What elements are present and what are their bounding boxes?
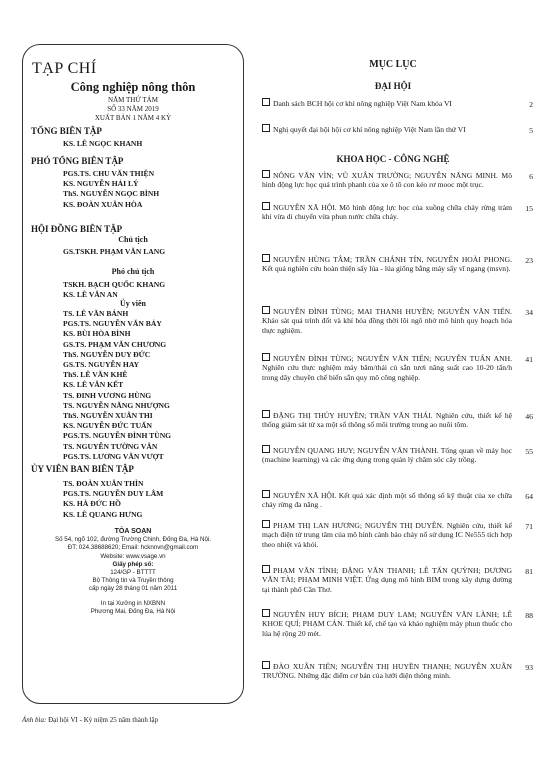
pub-frequency: XUẤT BẢN 1 NĂM 4 KỲ [94, 114, 172, 122]
member-name: KS. NGUYỄN ĐỨC TUẤN [63, 421, 153, 431]
toc-entry[interactable] [262, 170, 512, 190]
printer-address: Phương Mai, Đống Đa, Hà Nội [90, 607, 176, 615]
toc-page-number: 93 [525, 663, 533, 672]
toc-page-number: 23 [525, 256, 533, 265]
checkbox-icon [262, 202, 270, 210]
member-name: TS. NGUYỄN NĂNG NHƯỢNG [63, 400, 170, 410]
member-name: ThS. NGUYỄN XUÂN THI [63, 411, 153, 421]
office-heading: TÒA SOẠN [114, 528, 152, 535]
member-name: TS. LÊ VĂN BÁNH [63, 309, 129, 318]
vice-label: Phó chủ tịch [111, 267, 155, 276]
member-name: PGS.TS. LƯƠNG VĂN VƯỢT [63, 451, 164, 461]
toc-page-number: 46 [525, 412, 533, 421]
checkbox-icon [262, 170, 270, 178]
toc-entry-text: ĐÀO XUÂN TIẾN; NGUYỄN THỊ HUYỀN THANH; NGUYỄN XUÂN TRƯỜNG. Những đặc điểm cơ bản của lưới điện thông minh. [262, 662, 512, 681]
member-name: TS. ĐINH VƯƠNG HÙNG [63, 390, 152, 400]
toc-entry-text: NGUYỄN QUANG HUY; NGUYỄN VĂN THÀNH. Tổng quan về máy học (machine learning) và các ứng dụng trong quản lý chăm sóc cây trồng. [262, 446, 512, 465]
toc-entry-text: PHẠM THỊ LAN HƯƠNG; NGUYỄN THỊ DUYÊN. Nghiên cứu, thiết kế mạch điện tử trung tâm của mô hình cảnh báo cháy nổ sử dụng IC Ne555 tích hợp theo nhiệt và khói. [262, 521, 512, 549]
member-name: TS. NGUYỄN TƯỜNG VÂN [63, 441, 158, 451]
pub-issue: SỐ 33 NĂM 2019 [107, 105, 159, 113]
cover-label: Ảnh bìa: [22, 716, 47, 724]
checkbox-icon [262, 609, 270, 617]
toc-entry-text: NÔNG VĂN VÌN; VŨ XUÂN TRƯỜNG; NGUYỄN NĂNG MINH. Mô hình động lực học quá trình phanh của xe ô tô con kéo rơ mooc một trục. [262, 171, 512, 190]
board-list [63, 479, 163, 520]
checkbox-icon [262, 490, 270, 498]
member-name: KS. BÙI HÒA BÌNH [63, 329, 131, 339]
license-date: cấp ngày 28 tháng 01 năm 2011 [88, 585, 178, 593]
toc-entry[interactable] [262, 520, 512, 549]
license-heading: Giấy phép số: [112, 560, 154, 568]
deputy-name: KS. ĐOÀN XUÂN HÒA [63, 199, 143, 209]
checkbox-icon [262, 565, 270, 573]
member-list [63, 309, 171, 462]
toc-page-number: 5 [529, 126, 533, 135]
publication-info [22, 96, 244, 123]
editor-name: KS. LÊ NGỌC KHANH [63, 139, 143, 148]
cover-text: Đại hội VI - Kỷ niệm 25 năm thành lập [48, 716, 159, 724]
vice-name: KS. LÊ VĂN AN [63, 290, 118, 300]
toc-entry[interactable] [262, 306, 512, 335]
toc-entry-text: NGUYỄN ĐÌNH TÙNG; MAI THANH HUYỀN; NGUYỄN VĂN TIẾN. Khảo sát quá trình đốt và khí hóa đồng thời lõi ngô nhờ mô hình quy hoạch hóa thực nghiệm. [262, 307, 512, 335]
member-name: PGS.TS. NGUYỄN VĂN BẢY [63, 319, 162, 329]
license-issuer: Bộ Thông tin và Truyền thông [92, 577, 174, 585]
vice-name: TSKH. BẠCH QUỐC KHANG [63, 280, 166, 289]
toc-page-number: 55 [525, 447, 533, 456]
toc-page-number: 34 [525, 308, 533, 317]
toc-page-number: 64 [525, 492, 533, 501]
office-address: Số 54, ngõ 102, đường Trường Chinh, Đống Đa, Hà Nội. [54, 536, 212, 544]
toc-entry-text: NGUYỄN ĐÌNH TÙNG; NGUYỄN VĂN TIẾN; NGUYỄN TUẤN ANH. Nghiên cứu thực nghiệm máy băm/thái củ sắn tươi năng suất cao 10-20 tấn/h trong dây chuyền chế biến sắn quy mô công nghiệp. [262, 354, 512, 382]
toc-page-number: 41 [525, 355, 533, 364]
deputy-name: PGS.TS. CHU VĂN THIỆN [63, 169, 155, 178]
toc-entry[interactable] [262, 353, 512, 382]
toc-page-number: 6 [529, 172, 533, 181]
toc-entry-text: ĐẶNG THỊ THÚY HUYỀN; TRẦN VĂN THÁI. Nghiên cứu, thiết kế hệ thống giám sát từ xa một số thông số môi trường trong ao nuôi tôm. [262, 411, 512, 430]
member-name: ThS. NGUYỄN DUY ĐỨC [63, 349, 151, 359]
council-heading: HỘI ĐỒNG BIÊN TẬP [31, 224, 123, 234]
office-website: Website: www.vsage.vn [100, 552, 166, 560]
vice-list [63, 280, 165, 300]
board-name: KS. HÀ ĐỨC HỒ [63, 499, 121, 509]
checkbox-icon [262, 98, 270, 106]
toc-page-number: 81 [525, 567, 533, 576]
toc-page-number: 15 [525, 204, 533, 213]
office-block [22, 528, 244, 616]
magazine-name: Công nghiệp nông thôn [70, 80, 196, 94]
pub-year: NĂM THỨ TÁM [108, 96, 158, 104]
toc-entry-text: NGUYỄN XÃ HỘI. Mô hình động lực học của xuồng chữa cháy rừng tràm khi vừa di chuyển vừa phun nước chữa cháy. [262, 203, 512, 222]
toc-entry-text: NGUYỄN HÙNG TÂM; TRẦN CHÁNH TÍN, NGUYỄN HOÀI PHONG. Kết quả nghiên cứu hoàn thiện sấy lúa - lúa giống bằng máy sấy vĩ ngang (msvn). [262, 255, 512, 274]
toc-entry[interactable] [262, 445, 512, 465]
checkbox-icon [262, 661, 270, 669]
deputy-name: ThS. NGUYỄN NGỌC BÌNH [63, 189, 160, 199]
toc-entry[interactable] [262, 609, 512, 638]
board-heading: ỦY VIÊN BAN BIÊN TẬP [31, 464, 134, 474]
license-number: 124/GP - BTTTT [110, 569, 156, 577]
toc-entry-text: NGUYỄN HUY BÍCH; PHẠM DUY LAM; NGUYỄN VĂN LÀNH; LÊ KHOE QUÍ; PHẠM CẢN. Thiết kế, chế tạo và khảo nghiệm máy phun thuốc cho lúa hệ rộng 20 mét. [262, 610, 512, 638]
board-name: KS. LÊ QUANG HƯNG [63, 509, 143, 519]
member-name: KS. LÊ VĂN KẾT [63, 380, 124, 390]
toc-title: MỤC LỤC [369, 59, 417, 70]
checkbox-icon [262, 254, 270, 262]
checkbox-icon [262, 353, 270, 361]
checkbox-icon [262, 410, 270, 418]
toc-entry[interactable] [262, 124, 512, 134]
toc-page-number: 71 [525, 522, 533, 531]
toc-entry[interactable] [262, 254, 512, 274]
deputy-name: KS. NGUYỄN HẢI LÝ [63, 179, 139, 189]
office-contact: ĐT: 024.38688620; Email: hcknnvn@gmail.com [67, 544, 199, 552]
board-name: PGS.TS. NGUYỄN DUY LÂM [63, 489, 164, 499]
board-name: TS. ĐOÀN XUÂN THÌN [63, 479, 144, 488]
member-name: PGS.TS. NGUYỄN ĐÌNH TÙNG [63, 431, 172, 441]
toc-entry-text: PHẠM VĂN TÌNH; ĐẶNG VĂN THANH; LÊ TẤN QUỲNH; DƯƠNG VĂN TÀI; PHẠM MINH VIỆT. Ứng dụng mô hình BIM trong xây dựng đường tại thành phố Cần Thơ. [262, 566, 512, 594]
toc-entry-text: NGUYỄN XÃ HỘI. Kết quả xác định một số thông số kỹ thuật của xe chữa cháy rừng đa năng . [262, 491, 512, 510]
toc-entry[interactable] [262, 490, 512, 510]
printer-line: In tại Xưởng in NXBNN [100, 599, 166, 607]
deputy-heading: PHÓ TỔNG BIÊN TẬP [31, 156, 124, 166]
checkbox-icon [262, 520, 270, 528]
chair-label: Chủ tịch [118, 235, 148, 244]
toc-entry[interactable] [262, 410, 512, 430]
editor-heading: TỔNG BIÊN TẬP [31, 126, 102, 136]
checkbox-icon [262, 124, 270, 132]
toc-entry[interactable] [262, 98, 512, 108]
member-name: GS.TS. NGUYỄN HAY [63, 360, 140, 370]
cover-caption [22, 716, 158, 724]
magazine-label: TẠP CHÍ [32, 60, 97, 77]
toc-entry[interactable] [262, 202, 512, 222]
toc-page-number: 2 [529, 100, 533, 109]
toc-page-number: 88 [525, 611, 533, 620]
toc-section-title: KHOA HỌC - CÔNG NGHỆ [336, 154, 450, 164]
member-name: ThS. LÊ VĂN KHÊ [63, 370, 128, 380]
chair-name: GS.TSKH. PHẠM VĂN LANG [63, 247, 166, 256]
toc-entry-text: Nghị quyết đại hội hội cơ khí nông nghiệp Việt Nam lần thứ VI [273, 125, 466, 134]
deputy-list [63, 169, 159, 210]
toc-entry[interactable] [262, 565, 512, 594]
member-name: GS.TS. PHẠM VĂN CHƯƠNG [63, 339, 167, 349]
checkbox-icon [262, 306, 270, 314]
member-label: Ủy viên [120, 299, 146, 308]
toc-entry-text: Danh sách BCH hội cơ khí nông nghiệp Việt Nam khóa VI [273, 99, 452, 108]
checkbox-icon [262, 445, 270, 453]
toc-section-title: ĐẠI HỘI [374, 81, 412, 91]
toc-entry[interactable] [262, 661, 512, 681]
